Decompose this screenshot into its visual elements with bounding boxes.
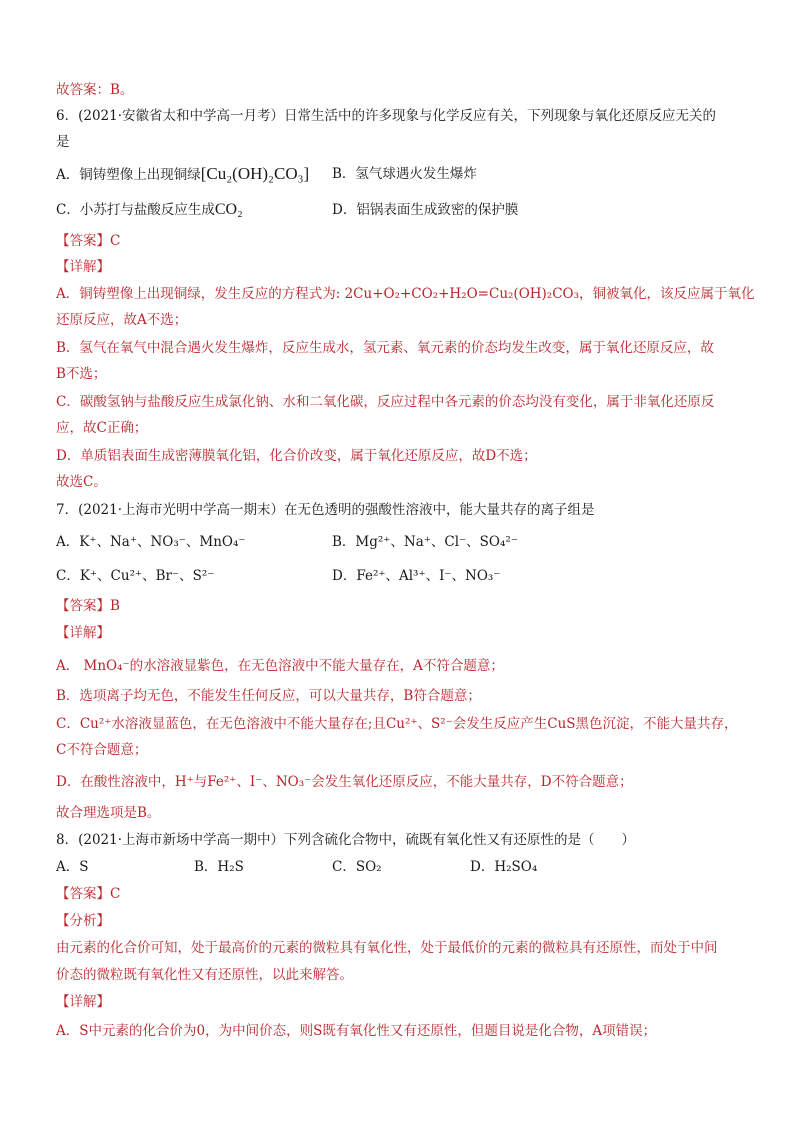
q6-explain-7: D．单质铝表面生成密薄膜氧化铝，化合价改变，属于氧化还原反应，故D不选； (56, 448, 537, 464)
q7-explain-3: C．Cu²⁺水溶液显蓝色，在无色溶液中不能大量存在;且Cu²⁺、S²⁻会发生反应产生CuS黑色沉淀，不能大量共存， (56, 716, 738, 732)
q6-explain-5: C．碳酸氢钠与盐酸反应生成氯化钠、水和二氧化碳，反应过程中各元素的价态均没有变化，属于非氧化还原反 (56, 394, 715, 410)
q6-explain-4: B不选； (56, 366, 107, 382)
q6-explain-2: 还原反应，故A不选； (56, 312, 188, 328)
q6-option-a-text: A．铜铸塑像上出现铜绿 (56, 167, 201, 183)
q8-analysis-heading: 【分析】 (56, 913, 110, 929)
q7-explain-5: D．在酸性溶液中，H⁺与Fe²⁺、I⁻、NO₃⁻会发生氧化还原反应，不能大量共存，D不符合题意； (56, 774, 633, 790)
q6-option-a-formula: [Cu₂(OH)₂CO₃] (200, 164, 310, 183)
q8-option-a: A．S (56, 859, 89, 875)
q8-option-d: D．H₂SO₄ (470, 859, 538, 875)
q8-analysis-2: 价态的微粒既有氧化性又有还原性，以此来解答。 (56, 967, 353, 983)
q7-detail-heading: 【详解】 (56, 625, 110, 641)
q6-explain-6: 应，故C正确； (56, 420, 148, 436)
q7-option-c: C．K⁺、Cu²⁺、Br⁻、S²⁻ (56, 568, 215, 584)
q8-detail-heading: 【详解】 (56, 994, 110, 1010)
q8-analysis-1: 由元素的化合价可知，处于最高价的元素的微粒具有氧化性，处于最低价的元素的微粒具有还原性，而处于中间 (56, 940, 718, 956)
q7-explain-2: B．选项离子均无色，不能发生任何反应，可以大量共存，B符合题意； (56, 688, 481, 704)
q7-answer: 【答案】B (56, 598, 120, 614)
q6-stem-line-1: 6．(2021·安徽省太和中学高一月考）日常生活中的许多现象与化学反应有关，下列现象与氧化还原反应无关的 (56, 108, 717, 124)
q6-option-c-formula: CO₂ (214, 201, 243, 218)
q8-answer: 【答案】C (56, 886, 121, 902)
q8-option-c: C．SO₂ (332, 859, 382, 875)
q6-explain-3: B．氢气在氧气中混合遇火发生爆炸，反应生成水，氢元素、氧元素的价态均发生改变，属于氧化还原反应，故 (56, 340, 714, 356)
q6-answer: 【答案】C (56, 233, 121, 249)
q7-stem: 7．(2021·上海市光明中学高一期末）在无色透明的强酸性溶液中，能大量共存的离子组是 (56, 502, 595, 518)
q6-explain-1: A．铜铸塑像上出现铜绿，发生反应的方程式为: 2Cu+O₂+CO₂+H₂O=Cu₂(OH)₂CO₃，铜被氧化，该反应属于氧化 (56, 286, 755, 302)
prev-answer-line: 故答案：B。 (56, 82, 134, 98)
q8-stem: 8．(2021·上海市新场中学高一期中）下列含硫化合物中，硫既有氧化性又有还原性的是（ ） (56, 832, 636, 848)
q7-option-b: B．Mg²⁺、Na⁺、Cl⁻、SO₄²⁻ (332, 534, 518, 550)
q6-stem-line-2: 是 (56, 134, 70, 150)
q6-explain-8: 故选C。 (56, 474, 107, 490)
q7-explain-6: 故合理选项是B。 (56, 805, 161, 821)
q6-option-d: D．铝锅表面生成致密的保护膜 (332, 202, 519, 218)
q6-option-c-text: C．小苏打与盐酸反应生成 (56, 202, 215, 218)
q7-explain-4: C不符合题意； (56, 742, 148, 758)
q7-option-a: A．K⁺、Na⁺、NO₃⁻、MnO₄⁻ (56, 534, 246, 550)
q6-option-a (56, 164, 309, 185)
q6-detail-heading: 【详解】 (56, 259, 110, 275)
q6-option-c (56, 200, 243, 220)
q7-explain-1: A． MnO₄⁻的水溶液显紫色，在无色溶液中不能大量存在，A不符合题意； (56, 658, 504, 674)
q8-explain-1: A．S中元素的化合价为0，为中间价态，则S既有氧化性又有还原性，但题目说是化合物，A项错误； (56, 1023, 657, 1039)
q8-option-b: B．H₂S (194, 859, 244, 875)
q6-option-b: B．氢气球遇火发生爆炸 (332, 166, 477, 182)
q7-option-d: D．Fe²⁺、Al³⁺、I⁻、NO₃⁻ (332, 568, 501, 584)
